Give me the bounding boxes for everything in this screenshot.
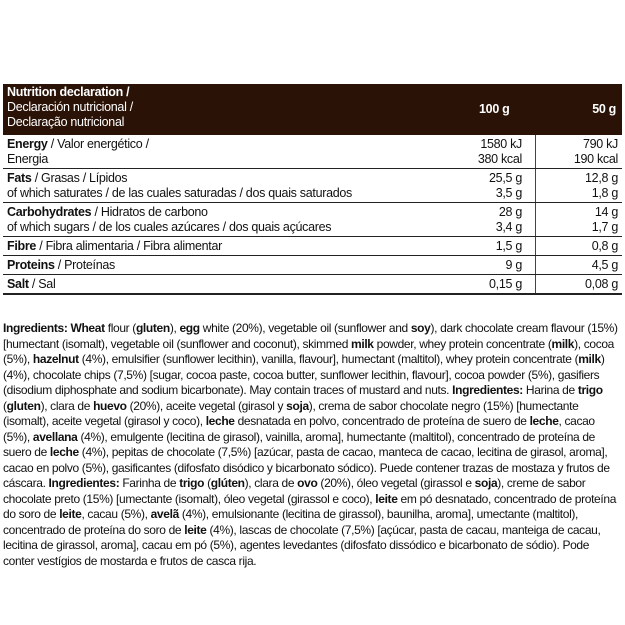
nutrient-label: Energy / Valor energético / Energia	[3, 135, 404, 169]
nutrient-label: Salt / Sal	[3, 275, 404, 295]
nutrient-value: 1,8 g	[591, 186, 618, 200]
ingredient-highlight: leche	[49, 445, 79, 459]
nutrient-label: Carbohydrates / Hidratos de carbono of which sugars / de los cuales azúcares / dos quais açúcares	[3, 203, 404, 237]
nutrient-value: 4,5 g	[591, 258, 618, 272]
value-per-50g	[536, 237, 623, 256]
ingredient-highlight: trigo	[179, 476, 205, 490]
nutrient-name: Energy	[7, 137, 48, 151]
ingredient-highlight: Ingredientes:	[452, 383, 523, 397]
ingredient-highlight: leite	[184, 522, 207, 537]
ingredient-highlight: Wheat	[70, 321, 105, 335]
value-per-50g	[536, 135, 623, 169]
ingredient-highlight: soja	[286, 398, 309, 413]
header-title	[3, 84, 404, 135]
nutrition-row	[3, 237, 622, 256]
ingredient-highlight: leche	[205, 414, 235, 428]
nutrient-value: 25,5 g	[489, 171, 522, 185]
nutrient-value: 0,08 g	[585, 277, 618, 291]
ingredient-highlight: egg	[179, 321, 200, 335]
nutrition-row	[3, 203, 622, 237]
nutrient-value: 1,7 g	[591, 220, 618, 234]
value-per-50g	[536, 275, 623, 295]
nutrition-row	[3, 275, 622, 295]
value-per-100g	[404, 256, 536, 275]
table-header	[3, 84, 622, 135]
ingredient-highlight: leite	[59, 507, 82, 521]
ingredient-highlight: glúten	[210, 476, 245, 490]
nutrient-sublabel: Energia	[7, 152, 48, 166]
nutrient-sublabel: of which saturates / de las cuales saturadas / dos quais saturados	[7, 186, 352, 200]
ingredient-highlight: milk	[351, 336, 374, 351]
nutrient-value: 3,4 g	[495, 220, 522, 234]
nutrition-row	[3, 256, 622, 275]
nutrition-table	[3, 84, 622, 295]
ingredient-highlight: gluten	[135, 321, 170, 335]
nutrient-name: Fats	[7, 171, 32, 185]
nutrient-value: 1,5 g	[495, 239, 522, 253]
value-per-100g	[404, 275, 536, 295]
nutrient-value: 14 g	[594, 205, 618, 219]
value-per-100g	[404, 135, 536, 169]
nutrient-value: 0,15 g	[489, 277, 522, 291]
ingredient-highlight: avelã	[150, 507, 179, 521]
ingredient-highlight: trigo	[577, 383, 603, 397]
nutrient-label: Fibre / Fibra alimentaria / Fibra alimentar	[3, 237, 404, 256]
nutrient-label: Fats / Grasas / Lípidos of which saturates / de las cuales saturadas / dos quais saturados	[3, 169, 404, 203]
nutrient-name: Fibre	[7, 239, 37, 253]
ingredient-highlight: huevo	[93, 398, 127, 413]
nutrient-value: 380 kcal	[477, 152, 522, 166]
nutrient-value: 1580 kJ	[480, 137, 522, 151]
nutrition-table-wrapper	[3, 84, 622, 295]
nutrient-label: Proteins / Proteínas	[3, 256, 404, 275]
ingredients-text: Ingredients: Wheat flour (gluten), egg white (20%), vegetable oil (sunflower and soy), dark chocolate cream flavour (15%) [humectant (isomalt), vegetable oil (sunflower and coconut), skimmed milk powder, whey protein concentrate (milk), cocoa (5%), hazelnut (4%), emulsifier (sunflower lecithin), vanilla, flavour], humectant (maltitol), whey protein concentrate (milk) (4%), chocolate chips (7,5%) [sugar, cocoa paste, cocoa butter, sunflower lecithin, flavour], cocoa powder (5%), gasifiers (disodium diphosphate and sodium bicarbonate). May contain traces of mustard and nuts. Ingredientes: Harina de trigo (gluten), clara de huevo (20%), aceite vegetal (girasol y soja), crema de sabor chocolate negro (15%) [humectante (isomalt), aceite vegetal (girasol y coco), leche desnatada en polvo, concentrado de proteína de suero de leche, cacao (5%), avellana (4%), emulgente (lecitina de girasol), vainilla, aroma], humectante (maltitol), concentrado de proteína de suero de leche (4%), pepitas de chocolate (7,5%) [azúcar, pasta de cacao, manteca de cacao, lecitina de girasol, aroma], cacao en polvo (5%), gasificantes (difosfato disódico y bicarbonato sódico). Puede contener trazas de mostaza y frutos de cáscara. Ingredientes: Farinha de trigo (glúten), clara de ovo (20%), óleo vegetal (girassol e soja), creme de sabor chocolate preto (15%) [umectante (isomalt), óleo vegetal (girassol e coco), leite em pó desnatado, concentrado de proteína do soro de leite, cacau (5%), avelã (4%), emulsionante (lecitina de girassol), baunilha, aroma], umectante (maltitol), concentrado de proteína do soro de leite (4%), lascas de chocolate (7,5%) [açúcar, pasta de cacau, manteiga de cacau, lecitina de girassol, aroma], cacau em pó (5%), agentes levedantes (difosfato dissódico e bicarbonato de sódio). Pode conter vestígios de mostarda e frutos de casca rija.	[3, 321, 618, 568]
ingredient-highlight: avellana	[32, 429, 78, 444]
header-col-100g: 100 g	[479, 102, 510, 116]
ingredient-highlight: Ingredientes:	[48, 476, 120, 490]
nutrient-value: 790 kJ	[582, 137, 618, 151]
ingredient-highlight: leite	[375, 491, 398, 506]
nutrient-name: Carbohydrates	[7, 205, 92, 219]
nutrient-value: 3,5 g	[495, 186, 522, 200]
value-per-100g	[404, 203, 536, 237]
ingredient-highlight: Ingredients:	[3, 321, 71, 335]
nutrient-value: 9 g	[505, 258, 522, 272]
value-per-50g	[536, 169, 623, 203]
header-title-line: Nutrition declaration /	[7, 85, 130, 99]
value-per-50g	[536, 256, 623, 275]
nutrient-value: 0,8 g	[591, 239, 618, 253]
nutrient-sublabel: of which sugars / de los cuales azúcares / dos quais açúcares	[7, 220, 332, 234]
nutrient-value: 12,8 g	[585, 171, 618, 185]
nutrient-value: 28 g	[498, 205, 522, 219]
ingredient-highlight: gluten	[6, 398, 41, 413]
ingredient-highlight: hazelnut	[32, 352, 79, 366]
ingredient-highlight: soja	[474, 476, 498, 490]
nutrient-value: 190 kcal	[573, 152, 618, 166]
nutrient-name: Salt	[7, 277, 29, 291]
ingredient-highlight: ovo	[297, 476, 318, 490]
header-col-50g: 50 g	[592, 102, 616, 116]
ingredient-highlight: milk	[578, 352, 601, 366]
ingredient-highlight: soy	[410, 321, 431, 335]
nutrition-row	[3, 169, 622, 203]
header-title-line: Declaração nutricional	[7, 115, 125, 129]
header-title-line: Declaración nutricional /	[7, 100, 133, 114]
nutrition-row	[3, 135, 622, 169]
ingredient-highlight: leche	[529, 414, 559, 428]
ingredient-highlight: milk	[551, 336, 575, 351]
nutrient-name: Proteins	[7, 258, 55, 272]
value-per-100g	[404, 169, 536, 203]
value-per-100g	[404, 237, 536, 256]
value-per-50g	[536, 203, 623, 237]
